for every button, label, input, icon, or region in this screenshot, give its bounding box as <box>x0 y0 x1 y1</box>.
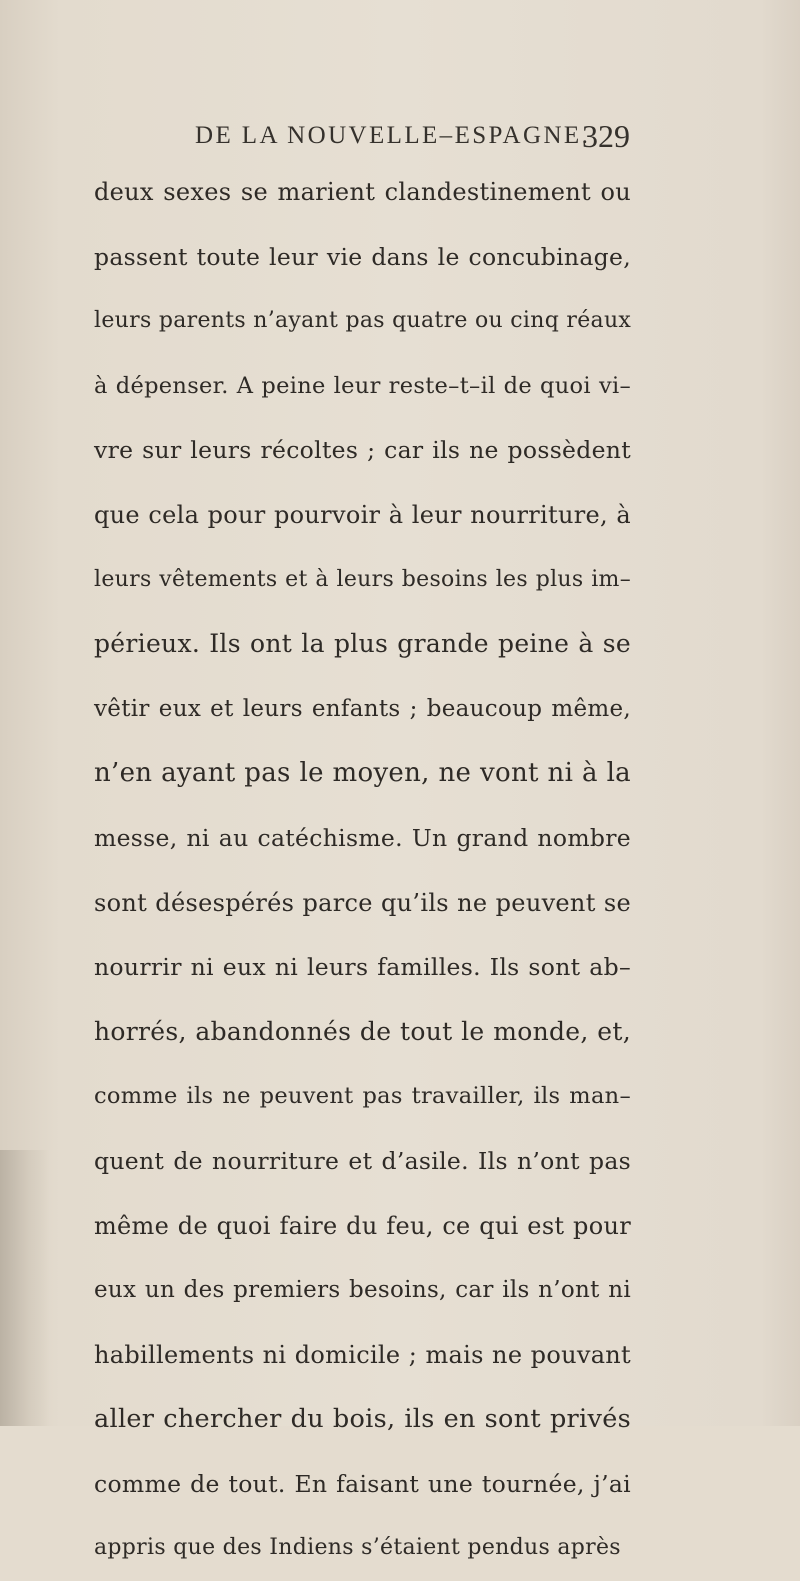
text-line: périeux. Ils ont la plus grande peine à se <box>94 629 631 659</box>
text-line: passent toute leur vie dans le concubinage, <box>94 242 631 271</box>
text-line: vêtir eux et leurs enfants ; beaucoup même, <box>94 695 631 722</box>
page-header <box>195 118 630 158</box>
text-line: leurs vêtements et à leurs besoins les plus im– <box>94 566 631 592</box>
text-line: n’en ayant pas le moyen, ne vont ni à la <box>94 758 631 789</box>
body-text <box>94 160 631 1581</box>
text-line: comme de tout. En faisant une tournée, j’ai <box>94 1469 631 1498</box>
text-line: vre sur leurs récoltes ; car ils ne possèdent <box>94 436 631 465</box>
text-line: leurs parents n’ayant pas quatre ou cinq réaux <box>94 308 632 334</box>
page-edge-shadow <box>0 1150 50 1426</box>
text-line: horrés, abandonnés de tout le monde, et, <box>94 1016 631 1046</box>
text-line: appris que des Indiens s’étaient pendus après <box>94 1535 621 1561</box>
text-line: comme ils ne peuvent pas travailler, ils man– <box>94 1083 631 1110</box>
text-line: à dépenser. A peine leur reste–t–il de quoi vi– <box>94 372 631 399</box>
text-line: même de quoi faire du feu, ce qui est pour <box>94 1211 631 1240</box>
text-line: habillements ni domicile ; mais ne pouvant <box>94 1340 631 1369</box>
text-line: nourrir ni eux ni leurs familles. Ils sont ab– <box>94 953 631 982</box>
text-line: aller chercher du bois, ils en sont privés <box>94 1404 631 1435</box>
text-line: messe, ni au catéchisme. Un grand nombre <box>94 823 631 852</box>
text-line: que cela pour pourvoir à leur nourriture, à <box>94 500 631 529</box>
text-line: eux un des premiers besoins, car ils n’ont ni <box>94 1277 631 1304</box>
page-number: 329 <box>582 118 630 154</box>
running-title: DE LA NOUVELLE–ESPAGNE. <box>195 122 591 149</box>
text-line: sont désespérés parce qu’ils ne peuvent se <box>94 888 631 917</box>
text-line: deux sexes se marient clandestinement ou <box>94 178 631 206</box>
text-line: quent de nourriture et d’asile. Ils n’ont pas <box>94 1146 631 1175</box>
